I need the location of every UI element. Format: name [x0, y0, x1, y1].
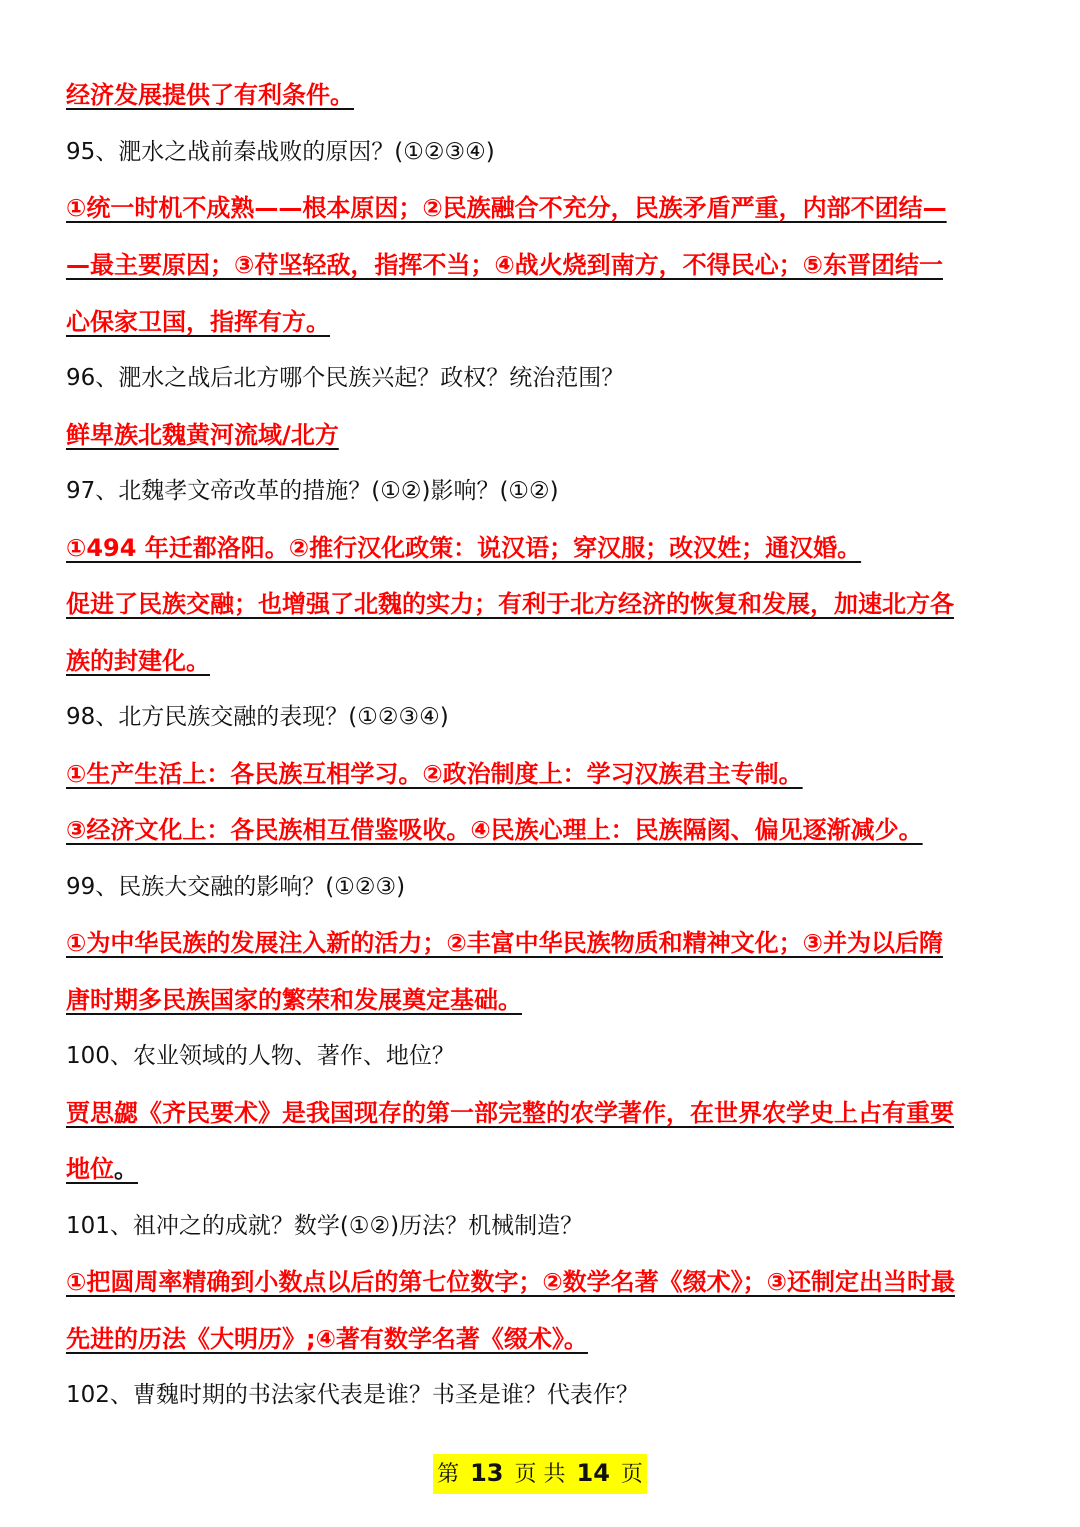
page-footer	[0, 1454, 1080, 1494]
answer-line: ①494 年迁都洛阳。②推行汉化政策：说汉语；穿汉服；改汉姓；通汉婚。	[66, 534, 862, 562]
question-line: 96、淝水之战后北方哪个民族兴起？政权？统治范围？	[66, 365, 625, 391]
answer-line: 鲜卑族北魏黄河流域/北方	[66, 421, 339, 449]
question-line: 102、曹魏时期的书法家代表是谁？书圣是谁？代表作？	[66, 1382, 639, 1408]
answer-line: 先进的历法《大明历》;④著有数学名著《缀术》。	[66, 1325, 588, 1353]
answer-line: ①把圆周率精确到小数点以后的第七位数字；②数学名著《缀术》；③还制定出当时最	[66, 1268, 955, 1296]
question-line: 98、北方民族交融的表现？(①②③④)	[66, 704, 449, 730]
answer-line: ①为中华民族的发展注入新的活力；②丰富中华民族物质和精神文化；③并为以后隋	[66, 929, 943, 957]
answer-line: ①统一时机不成熟——根本原因；②民族融合不充分，民族矛盾严重，内部不团结—	[66, 194, 947, 222]
page-number-indicator	[433, 1454, 647, 1494]
question-line: 101、祖冲之的成就？数学(①②)历法？机械制造？	[66, 1213, 584, 1239]
answer-line: 促进了民族交融；也增强了北魏的实力；有利于北方经济的恢复和发展，加速北方各	[66, 590, 954, 618]
answer-line	[66, 1149, 138, 1189]
answer-line: 族的封建化。	[66, 647, 210, 675]
answer-line: 贾思勰《齐民要术》是我国现存的第一部完整的农学著作，在世界农学史上占有重要	[66, 1099, 954, 1127]
question-line: 100、农业领域的人物、著作、地位？	[66, 1043, 455, 1069]
footer-middle: 页 共	[514, 1462, 566, 1487]
footer-suffix: 页	[620, 1462, 643, 1487]
current-page-number: 13	[470, 1459, 504, 1487]
answer-line: 心保家卫国，指挥有方。	[66, 308, 330, 336]
answer-line: ①生产生活上：各民族互相学习。②政治制度上：学习汉族君主专制。	[66, 760, 803, 788]
answer-tail-punctuation: 。	[114, 1155, 138, 1183]
question-line: 95、淝水之战前秦战败的原因？(①②③④)	[66, 139, 495, 165]
answer-line: ③经济文化上：各民族相互借鉴吸收。④民族心理上：民族隔阂、偏见逐渐减少。	[66, 816, 923, 844]
footer-prefix: 第	[437, 1462, 460, 1487]
answer-text: 地位	[66, 1155, 114, 1183]
total-pages-number: 14	[576, 1459, 610, 1487]
answer-line: 唐时期多民族国家的繁荣和发展奠定基础。	[66, 986, 522, 1014]
answer-line: 经济发展提供了有利条件。	[66, 81, 354, 109]
answer-line: —最主要原因；③苻坚轻敌，指挥不当；④战火烧到南方，不得民心；⑤东晋团结一	[66, 251, 943, 279]
question-line: 97、北魏孝文帝改革的措施？(①②)影响？(①②)	[66, 478, 559, 504]
question-line: 99、民族大交融的影响？(①②③)	[66, 874, 406, 900]
